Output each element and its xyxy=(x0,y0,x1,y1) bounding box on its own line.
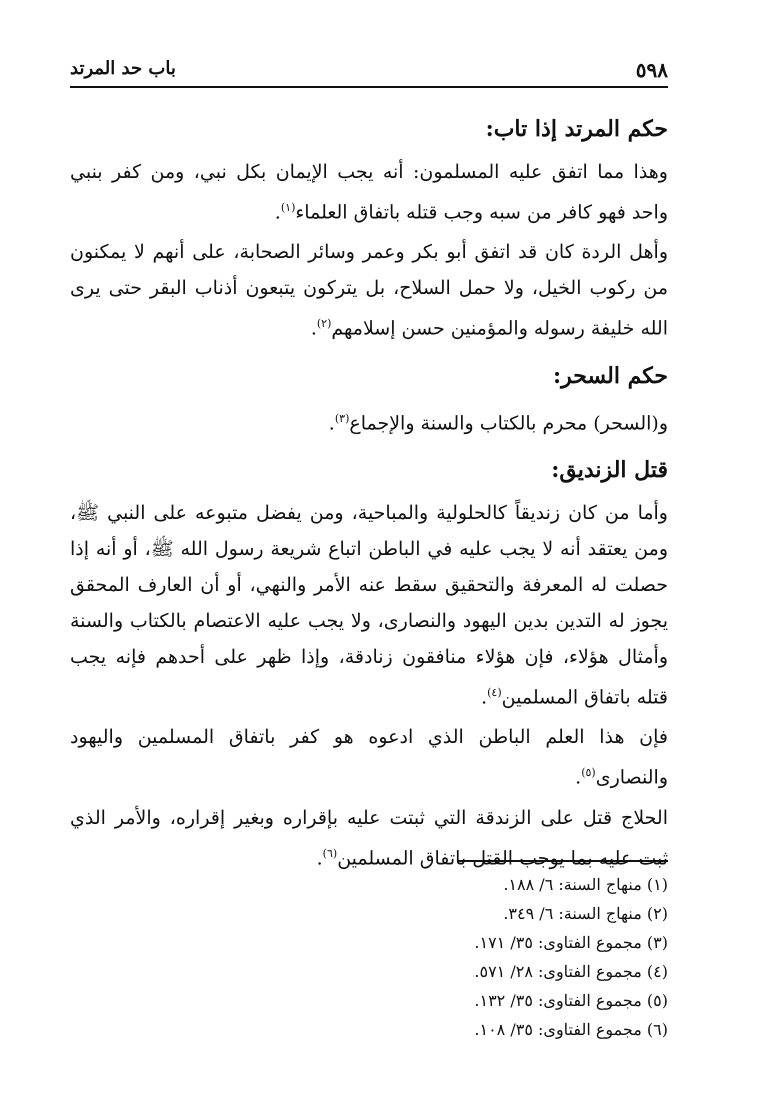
footnotes xyxy=(474,870,668,1044)
footnote-ref[interactable]: (٦) xyxy=(322,846,338,860)
footnote-item: (٢) منهاج السنة: ٦/ ٣٤٩. xyxy=(503,904,668,923)
section-zindiq xyxy=(70,455,668,876)
page-header xyxy=(70,52,668,88)
footnote-ref[interactable]: (٢) xyxy=(316,317,332,331)
footnote-item: (١) منهاج السنة: ٦/ ١٨٨. xyxy=(503,875,668,894)
section-heading: حكم المرتد إذا تاب: xyxy=(485,116,668,142)
footnote-ref[interactable]: (١) xyxy=(280,201,296,214)
paragraph: و(السحر) محرم بالكتاب والسنة والإجماع$^{(٣)}$. xyxy=(328,411,668,434)
footnote-ref[interactable]: (٤) xyxy=(487,685,502,699)
section-sorcery xyxy=(70,361,668,441)
paragraph: وأما من كان زنديقاً كالحلولية والمباحية، ومن يفضل متبوعه على النبي ﷺ، ومن يعتقد أنه لا يجب عليه في الباطن اتباع شريعة رسول الله ﷺ، أو أنه إذا حصلت له المعرفة والتحقيق سقط عنه الأمر والنهي، أو أن العارف المحقق يجوز له التدين بدين اليهود والنصارى، ولا يجب عليه الاعتصام بالكتاب والسنة وأمثال هؤلاء، فإن هؤلاء منافقون زنادقة، وإذا ظهر على أحدهم فإنه يجب قتله باتفاق المسلمين$^{(٤)}$. xyxy=(70,501,668,709)
section-heading: حكم السحر: xyxy=(553,362,668,389)
running-title: باب حد المرتد xyxy=(70,58,176,79)
footnote-item: (٤) مجموع الفتاوى: ٢٨/ ٥٧١. xyxy=(474,962,668,981)
footnote-item: (٣) مجموع الفتاوى: ٣٥/ ١٧١. xyxy=(474,933,668,952)
footnote-item: (٦) مجموع الفتاوى: ٣٥/ ١٠٨. xyxy=(474,1020,668,1039)
main-text xyxy=(70,114,668,876)
section-heading: قتل الزنديق: xyxy=(551,456,668,483)
footnote-ref[interactable]: (٣) xyxy=(334,411,350,425)
paragraph: وهذا مما اتفق عليه المسلمون: أنه يجب الإيمان بكل نبي، ومن كفر بنبي واحد فهو كافر من سبه وجب قتله باتفاق العلماء$^{(١)}$. xyxy=(70,161,668,224)
paragraph: فإن هذا العلم الباطن الذي ادعوه هو كفر باتفاق المسلمين واليهود والنصارى$^{(٥)}$. xyxy=(70,726,668,789)
page-number: ٥٩٨ xyxy=(635,58,668,82)
section-apostate-repentance xyxy=(70,114,668,347)
footnote-item: (٥) مجموع الفتاوى: ٣٥/ ١٣٢. xyxy=(474,991,668,1010)
footnote-divider xyxy=(458,860,668,862)
footnote-ref[interactable]: (٥) xyxy=(581,766,596,780)
paragraph: الحلاج قتل على الزندقة التي ثبتت عليه بإقراره وبغير إقراره، والأمر الذي ثبت عليه بما يوجب القتل باتفاق المسلمين$^{(٦)}$. xyxy=(70,806,668,869)
paragraph: وأهل الردة كان قد اتفق أبو بكر وعمر وسائر الصحابة، على أنهم لا يمكنون من ركوب الخيل، ولا حمل السلاح، بل يتركون يتبعون أذناب البقر حتى يرى الله خليفة رسوله والمؤمنين حسن إسلامهم$^{(٢)}$. xyxy=(70,241,668,340)
